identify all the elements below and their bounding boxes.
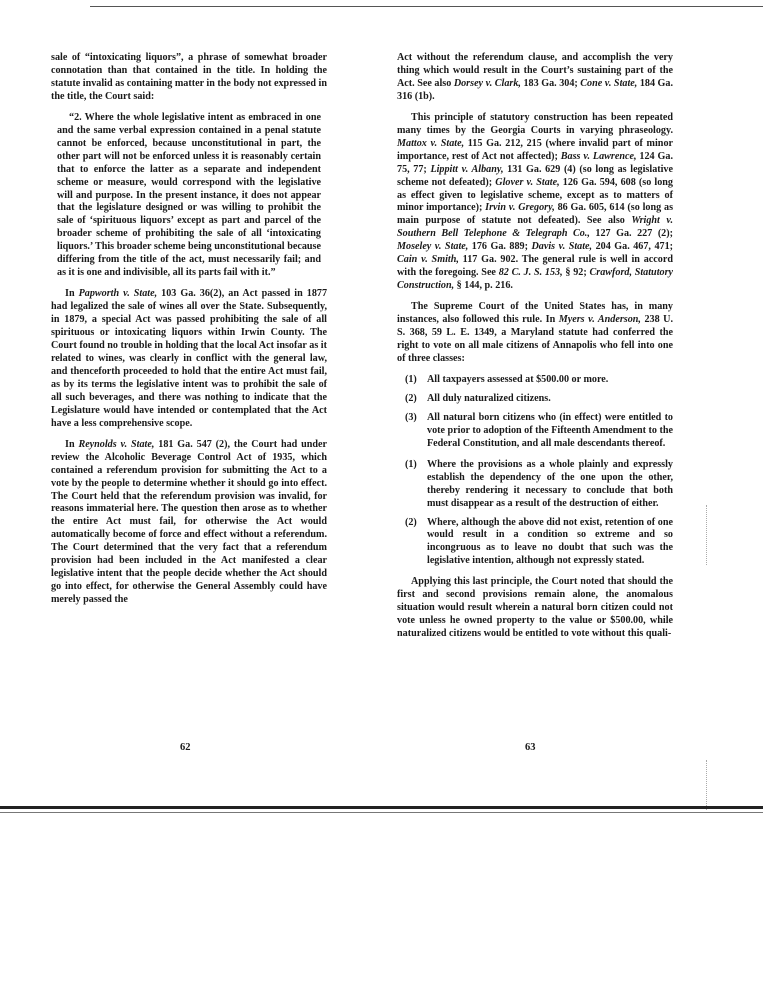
- page-number-left: 62: [180, 742, 191, 753]
- voter-classes-list: [397, 374, 673, 451]
- list-item: (2) All duly naturalized citizens.: [405, 392, 551, 404]
- left-page-column: [51, 52, 327, 615]
- list-item: (2) Where, although the above did not exist, retention of one would result in a condition so extreme and so incongruous as to leave no doubt that such was the legislative intention, although not expressly stated.: [405, 516, 673, 567]
- top-rule: [90, 6, 763, 7]
- case-name: Reynolds v. State,: [78, 438, 155, 450]
- case-name: Papworth v. State,: [78, 288, 158, 300]
- right-paragraph-2: This principle of statutory construction has been repeated many times by the Georgia Courts in varying phraseology. Mattox v. State, 115 Ga. 212, 215 (where invalid part of minor importance, rest of Act not affected); Bass v. Lawrence, 124 Ga. 75, 77; Lippitt v. Albany, 131 Ga. 629 (4) (so long as legislative scheme not defeated); Glover v. State, 126 Ga. 594, 608 (so long as effect given to legislative scheme, except as to matters of minor importance); Irvin v. Gregory, 86 Ga. 605, 614 (so long as main purpose of statute not defeated). See also Wright v. Southern Bell Telephone & Telegraph Co., 127 Ga. 227 (2); Moseley v. State, 176 Ga. 889; Davis v. State, 204 Ga. 467, 471; Cain v. Smith, 117 Ga. 902. The general rule is well in accord with the foregoing. See 82 C. J. S. 153, § 92; Crawford, Statutory Construction, § 144, p. 216.: [397, 111, 674, 292]
- right-paragraph-1: Act without the referendum clause, and accomplish the very thing which would result in the Court’s sustaining part of the Act. See also Dorsey v. Clark, 183 Ga. 304; Cone v. State, 184 Ga. 316 (1b).: [397, 52, 674, 102]
- left-paragraph-1: sale of “intoxicating liquors”, a phrase of somewhat broader connotation than that contained in the title. In holding the statute invalid as containing matter in the body not expressed in the title, the Court said:: [51, 52, 327, 102]
- margin-marks: [706, 760, 709, 810]
- right-paragraph-4: Applying this last principle, the Court noted that should the first and second provisions remain alone, the anomalous situation would result wherein a natural born citizen could not vote unless he owned property to the value or $500.00, while naturalized citizens would be entitled to vote without this quali-: [397, 576, 673, 640]
- page-number-right: 63: [525, 742, 536, 753]
- court-quotation: “2. Where the whole legislative intent as embraced in one and the same verbal expression contained in a penal statute cannot be enforced, because unconstitutional in part, the other part will not be enforced unless it is reasonably certain that to enforce the latter as a separate and independent scheme or measure, would correspond with the legislative will and purpose. In the present instance, it does not appear that the legislature designed or was willing to prohibit the sale of ‘spirituous liquors’ except as part and parcel of the broader scheme of prohibiting the sale of all ‘intoxicating liquors.’ This broader scheme being unconstitutional because differing from the title of the act, must necessarily fail; and as it is one and indivisible, all its parts fail with it.”: [57, 111, 321, 279]
- list-item: (1) All taxpayers assessed at $500.00 or more.: [405, 373, 609, 385]
- bottom-rule: [0, 806, 763, 809]
- list-item: (3) All natural born citizens who (in effect) were entitled to vote prior to adoption of the Fifteenth Amendment to the Federal Constitution, and all male descendants thereof.: [405, 411, 673, 449]
- right-page-column: [397, 52, 673, 649]
- left-paragraph-reynolds: In Reynolds v. State, 181 Ga. 547 (2), the Court had under review the Alcoholic Beverage Control Act of 1935, which contained a referendum provision for submitting the Act to a vote by the people to determine whether it should go into effect. The Court held that the referendum provision was invalid, for reasons immaterial here. The question then arose as to whether the entire Act must fail, for otherwise the Act would automatically become of force and effect without a referendum. The Court determined that the very fact that a referendum provision had been included in the Act manifested a clear legislative intent that the people decide whether the Act should go into effect, for otherwise the General Assembly could have merely passed the: [51, 438, 328, 606]
- principles-list: [397, 459, 673, 569]
- list-item: (1) Where the provisions as a whole plainly and expressly establish the dependency of the one upon the other, thereby rendering it necessary to conclude that both must disappear as a result of the destruction of either.: [405, 458, 673, 509]
- bottom-rule-thin: [0, 812, 763, 813]
- right-paragraph-3: The Supreme Court of the United States has, in many instances, also followed this rule. In Myers v. Anderson, 238 U. S. 368, 59 L. E. 1349, a Maryland statute had conferred the right to vote on all male citizens of Annapolis who fell into one of three classes:: [397, 301, 673, 364]
- left-paragraph-papworth: In Papworth v. State, 103 Ga. 36(2), an Act passed in 1877 had legalized the sale of wines all over the State. Subsequently, in 1879, a special Act was passed prohibiting the sale of all spirituous or intoxicating liquors within Irwin County. The Court found no trouble in holding that the local Act insofar as it related to wines, was clearly in conflict with the general law, and thenceforth proceeded to hold that the entire Act must fail, as by its terms the legislative intent was to prohibit the sale of all such beverages, and there was nothing to indicate that the Legislature would have intended or contemplated that the Act have a less comprehensive scope.: [51, 288, 328, 429]
- margin-marks: [706, 505, 709, 565]
